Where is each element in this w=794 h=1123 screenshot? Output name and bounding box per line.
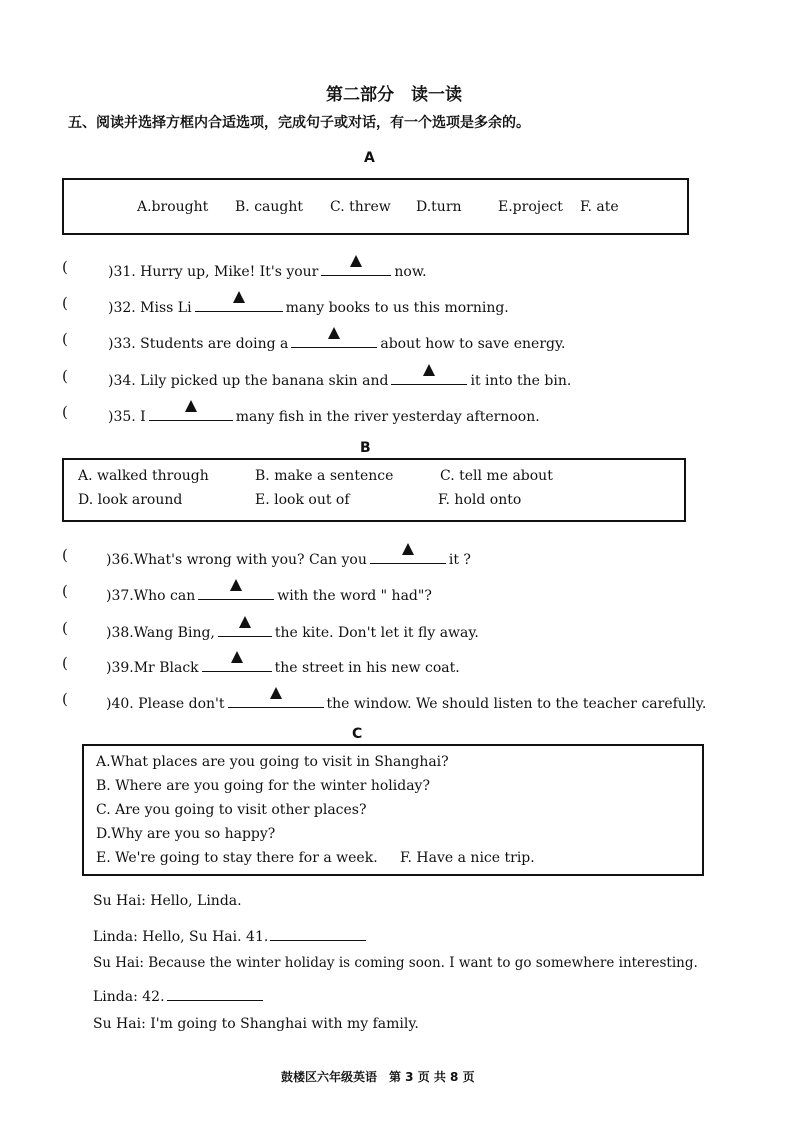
- page-footer: 鼓楼区六年级英语 第 3 页 共 8 页: [281, 1070, 475, 1084]
- answer-blank[interactable]: [202, 655, 272, 672]
- answer-paren: (: [62, 654, 68, 672]
- answer-paren: (: [62, 403, 68, 421]
- question-text: )33. Students are doing a: [108, 336, 289, 352]
- section-b-options-box: [62, 458, 686, 522]
- answer-paren: (: [62, 582, 68, 600]
- option-d: D.Why are you so happy?: [96, 826, 276, 842]
- triangle-icon: [350, 255, 362, 267]
- dialogue-line-2: [93, 926, 366, 945]
- option-f: F. hold onto: [438, 492, 522, 508]
- option-b: B. make a sentence: [255, 468, 394, 484]
- instruction: 五、阅读并选择方框内合适选项，完成句子或对话，有一个选项是多余的。: [68, 115, 530, 131]
- section-c-label: C: [352, 726, 363, 742]
- question-text-after: about how to save energy.: [380, 336, 566, 352]
- option-f: F. ate: [580, 199, 619, 215]
- question-text: )40. Please don't: [106, 696, 225, 712]
- option-c: C. threw: [330, 199, 391, 215]
- triangle-icon: [239, 616, 251, 628]
- option-e: E. We're going to stay there for a week.: [96, 850, 378, 866]
- answer-blank[interactable]: [228, 691, 324, 708]
- question-text-after: the window. We should listen to the teacher carefully.: [326, 696, 707, 712]
- option-f: F. Have a nice trip.: [400, 850, 535, 866]
- triangle-icon: [423, 364, 435, 376]
- option-e: E.project: [498, 199, 563, 215]
- dialogue-text: Linda: 42.: [93, 989, 165, 1005]
- question-text-after: it ?: [448, 552, 471, 568]
- triangle-icon: [270, 687, 282, 699]
- question-35: [108, 404, 540, 425]
- question-38: [106, 620, 479, 641]
- triangle-icon: [231, 651, 243, 663]
- answer-blank[interactable]: [321, 259, 391, 276]
- question-text-after: many books to us this morning.: [285, 300, 509, 316]
- question-text: )32. Miss Li: [108, 300, 192, 316]
- option-a: A.What places are you going to visit in Shanghai?: [96, 754, 449, 770]
- question-36: [106, 547, 471, 568]
- answer-blank-42[interactable]: [167, 986, 263, 1001]
- question-text-after: with the word " had"?: [277, 588, 432, 604]
- answer-paren: (: [62, 330, 68, 348]
- answer-paren: (: [62, 546, 68, 564]
- triangle-icon: [328, 327, 340, 339]
- question-text-after: many fish in the river yesterday afternoon.: [235, 409, 540, 425]
- answer-paren: (: [62, 294, 68, 312]
- triangle-icon: [230, 579, 242, 591]
- answer-paren: (: [62, 619, 68, 637]
- answer-paren: (: [62, 690, 68, 708]
- question-34: [108, 368, 571, 389]
- dialogue-line-3: Su Hai: Because the winter holiday is coming soon. I want to go somewhere interesting.: [93, 955, 698, 971]
- option-a: A. walked through: [78, 468, 209, 484]
- question-text: )38.Wang Bing,: [106, 625, 215, 641]
- option-d: D.turn: [416, 199, 462, 215]
- answer-blank-41[interactable]: [270, 926, 366, 941]
- option-b: B. Where are you going for the winter holiday?: [96, 778, 430, 794]
- answer-blank[interactable]: [218, 620, 272, 637]
- question-31: [108, 259, 427, 280]
- part-title: 第二部分 读一读: [326, 85, 462, 105]
- question-text: )37.Who can: [106, 588, 196, 604]
- triangle-icon: [402, 543, 414, 555]
- option-d: D. look around: [78, 492, 183, 508]
- answer-paren: (: [62, 258, 68, 276]
- dialogue-text: Linda: Hello, Su Hai. 41.: [93, 929, 269, 945]
- answer-paren: (: [62, 367, 68, 385]
- question-text-after: the street in his new coat.: [274, 660, 460, 676]
- option-c: C. Are you going to visit other places?: [96, 802, 367, 818]
- section-a-options-box: [62, 178, 689, 235]
- section-a-label: A: [364, 150, 375, 166]
- question-32: [108, 295, 509, 316]
- question-text-after: it into the bin.: [470, 373, 572, 389]
- question-33: [108, 331, 566, 352]
- triangle-icon: [233, 291, 245, 303]
- answer-blank[interactable]: [370, 547, 446, 564]
- answer-blank[interactable]: [291, 331, 377, 348]
- question-text: )31. Hurry up, Mike! It's your: [108, 264, 319, 280]
- question-text: )36.What's wrong with you? Can you: [106, 552, 367, 568]
- dialogue-line-4: [93, 986, 263, 1005]
- question-text-after: the kite. Don't let it fly away.: [274, 625, 479, 641]
- question-39: [106, 655, 460, 676]
- question-text: )35. I: [108, 409, 146, 425]
- option-b: B. caught: [235, 199, 303, 215]
- dialogue-line-5: Su Hai: I'm going to Shanghai with my family.: [93, 1016, 419, 1032]
- option-a: A.brought: [137, 199, 209, 215]
- answer-blank[interactable]: [391, 368, 467, 385]
- dialogue-line-1: Su Hai: Hello, Linda.: [93, 893, 242, 909]
- question-text: )34. Lily picked up the banana skin and: [108, 373, 389, 389]
- question-text-after: now.: [394, 264, 427, 280]
- option-e: E. look out of: [255, 492, 350, 508]
- question-text: )39.Mr Black: [106, 660, 199, 676]
- answer-blank[interactable]: [149, 404, 233, 421]
- question-37: [106, 583, 432, 604]
- question-40: [106, 691, 706, 712]
- section-c-options-box: [82, 744, 704, 876]
- answer-blank[interactable]: [198, 583, 274, 600]
- answer-blank[interactable]: [195, 295, 283, 312]
- section-b-label: B: [360, 440, 371, 456]
- triangle-icon: [185, 400, 197, 412]
- option-c: C. tell me about: [440, 468, 553, 484]
